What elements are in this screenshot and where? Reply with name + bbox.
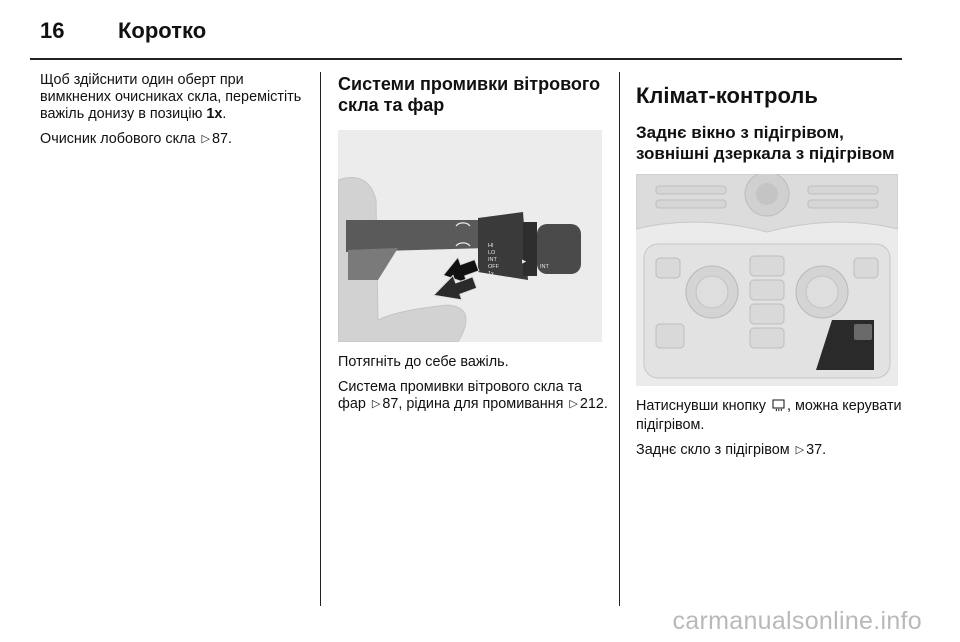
column-2 <box>338 72 608 421</box>
paragraph-text: Очисник лобового скла <box>40 131 196 147</box>
column-3 <box>636 72 904 467</box>
page-ref-arrow-icon: ▷ <box>795 444 805 456</box>
section-heading: Системи промивки вітрового скла та фар <box>338 74 601 115</box>
page-ref-arrow-icon: ▷ <box>201 133 210 145</box>
page-ref[interactable]: 37. <box>806 442 827 458</box>
position-label: 1x <box>206 106 223 122</box>
header-rule <box>30 58 902 60</box>
paragraph-text: Щоб здійснити один оберт при вимкнених очисниках скла, перемістіть важіль донизу в позицію <box>40 72 302 122</box>
figure-caption: Потягніть до себе важіль. <box>338 354 509 370</box>
svg-text:INT: INT <box>488 257 497 263</box>
paragraph <box>40 131 308 148</box>
subsection-heading: Заднє вікно з підігрівом, зовнішні дзеркала з підігрівом <box>636 123 895 163</box>
wiper-lever-illustration <box>338 130 602 342</box>
svg-text:HI: HI <box>488 243 494 249</box>
climate-control-figure <box>636 174 898 386</box>
svg-text:▶: ▶ <box>522 259 527 265</box>
paragraph-text: , можна керувати підігрівом. <box>636 398 902 433</box>
column-1 <box>40 72 308 156</box>
page-ref[interactable]: 87, рідина для промивання <box>382 396 564 412</box>
column-divider <box>320 72 321 606</box>
climate-panel-illustration <box>636 174 898 386</box>
paragraph <box>636 442 904 459</box>
wiper-lever-figure <box>338 130 602 342</box>
page-title: Коротко <box>118 18 207 43</box>
page-ref[interactable]: 87. <box>211 131 232 147</box>
paragraph <box>636 398 904 434</box>
paragraph-text: Натиснувши кнопку <box>636 398 766 414</box>
paragraph <box>338 379 608 413</box>
rear-window-heat-button[interactable] <box>854 324 872 340</box>
column-divider <box>619 72 620 606</box>
page-number: 16 <box>40 18 65 43</box>
page-ref[interactable]: 212. <box>579 396 608 412</box>
svg-text:INT: INT <box>540 264 549 270</box>
page-ref-arrow-icon: ▷ <box>569 398 578 410</box>
paragraph-text: Система промивки вітрового скла та фар <box>338 379 583 412</box>
paragraph-text: Заднє скло з підігрівом <box>636 442 790 458</box>
punctuation: . <box>222 106 227 122</box>
rear-window-heat-icon <box>772 399 785 417</box>
svg-text:OFF: OFF <box>488 264 499 270</box>
svg-text:1x: 1x <box>488 271 494 277</box>
paragraph <box>40 72 308 123</box>
page-ref-arrow-icon: ▷ <box>371 398 381 410</box>
section-heading: Клімат-контроль <box>636 83 818 108</box>
watermark: carmanualsonline.info <box>672 607 922 635</box>
svg-text:LO: LO <box>488 250 496 256</box>
